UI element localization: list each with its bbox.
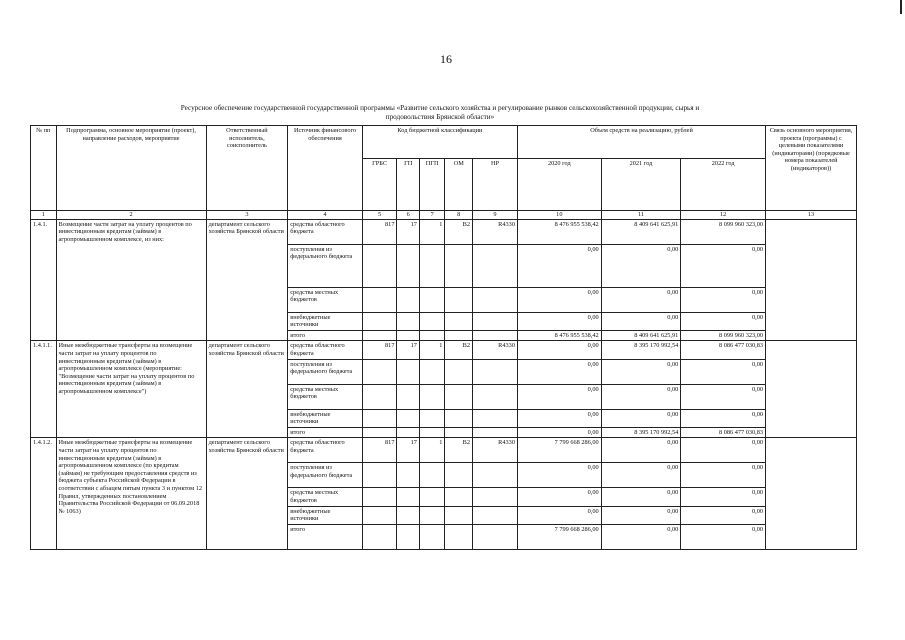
page-number: 16 [440, 52, 452, 66]
code-gp: 17 [397, 438, 419, 463]
value-2020: 0,00 [517, 341, 601, 359]
row-link [766, 438, 857, 549]
code-pgp: 1 [419, 219, 445, 244]
column-number: 7 [419, 211, 445, 220]
header-volume: Объем средств на реализацию, рублей [517, 126, 765, 159]
value-2021: 0,00 [601, 384, 681, 409]
code-nr: R4330 [473, 438, 518, 463]
column-number: 3 [206, 211, 288, 220]
value-2021: 0,00 [601, 359, 681, 384]
code-grbs: 817 [362, 438, 397, 463]
value-2022: 0,00 [681, 506, 766, 524]
header-om: ОМ [445, 159, 473, 211]
header-link: Связь основного мероприятия, проекта (программы) с целевыми показателями (индикаторами) (порядковые номера показателей (индикаторов)) [766, 126, 857, 211]
code-gp: 17 [397, 341, 419, 359]
value-2020: 0,00 [517, 384, 601, 409]
value-2021: 0,00 [601, 524, 681, 549]
column-number: 8 [445, 211, 473, 220]
code-om: В2 [445, 341, 473, 359]
header-2022: 2022 год [681, 159, 766, 211]
row-num: 1.4.1.1. [31, 341, 57, 438]
value-2022: 0,00 [681, 244, 766, 287]
value-2022: 0,00 [681, 438, 766, 463]
value-2021: 0,00 [601, 488, 681, 506]
header-grbs: ГРБС [362, 159, 397, 211]
column-number: 4 [288, 211, 363, 220]
value-2020: 8 476 955 538,42 [517, 219, 601, 244]
header-budget-code: Код бюджетной классификации [362, 126, 517, 159]
header-executor: Ответственный исполнитель, соисполнитель [206, 126, 288, 211]
value-2020: 0,00 [517, 506, 601, 524]
resource-table [30, 125, 857, 550]
header-2020: 2020 год [517, 159, 601, 211]
column-number: 6 [397, 211, 419, 220]
source-local: средства местных бюджетов [288, 384, 363, 409]
code-gp: 17 [397, 219, 419, 244]
value-2022: 0,00 [681, 463, 766, 488]
row-name: Возмещение части затрат на уплату процентов по инвестиционным кредитам (займам) в агропромышленном комплексе, из них: [56, 219, 206, 341]
value-2022: 0,00 [681, 312, 766, 330]
header-2021: 2021 год [601, 159, 681, 211]
value-2022: 0,00 [681, 359, 766, 384]
column-number: 1 [31, 211, 57, 220]
value-2020: 0,00 [517, 427, 601, 438]
value-2021: 8 409 641 625,91 [601, 330, 681, 341]
source-regional: средства областного бюджета [288, 438, 363, 463]
code-pgp: 1 [419, 438, 445, 463]
value-2022: 0,00 [681, 524, 766, 549]
value-2021: 0,00 [601, 312, 681, 330]
column-number: 10 [517, 211, 601, 220]
value-2020: 0,00 [517, 463, 601, 488]
value-2021: 0,00 [601, 409, 681, 427]
value-2021: 0,00 [601, 506, 681, 524]
row-link [766, 219, 857, 341]
value-2021: 0,00 [601, 463, 681, 488]
value-2022: 0,00 [681, 287, 766, 312]
value-2020: 7 799 668 286,00 [517, 438, 601, 463]
code-grbs: 817 [362, 219, 397, 244]
value-2022: 0,00 [681, 409, 766, 427]
source-local: средства местных бюджетов [288, 488, 363, 506]
page-edge-mark [900, 0, 902, 14]
header-row-top [31, 126, 857, 159]
source-total: итого [288, 524, 363, 549]
value-2021: 8 395 170 992,54 [601, 427, 681, 438]
value-2022: 8 099 960 323,00 [681, 330, 766, 341]
row-num: 1.4.1. [31, 219, 57, 341]
value-2020: 0,00 [517, 244, 601, 287]
code-om: В2 [445, 219, 473, 244]
value-2020: 0,00 [517, 409, 601, 427]
value-2021: 0,00 [601, 244, 681, 287]
column-number: 2 [56, 211, 206, 220]
code-pgp: 1 [419, 341, 445, 359]
header-subprogram: Подпрограмма, основное мероприятие (проект), направление расходов, мероприятие [56, 126, 206, 211]
value-2020: 7 799 668 286,00 [517, 524, 601, 549]
table-row [31, 219, 857, 244]
row-name: Иные межбюджетные трансферты на возмещение части затрат на уплату процентов по инвестиционным кредитам (займам) в агропромышленном комплексе (мероприятие: "Возмещение части затрат на уплату процентов по инвестиционным кредитам (займам) в агропромышленном комплексе") [56, 341, 206, 438]
source-local: средства местных бюджетов [288, 287, 363, 312]
code-nr: R4330 [473, 341, 518, 359]
value-2022: 0,00 [681, 488, 766, 506]
value-2021: 8 409 641 625,91 [601, 219, 681, 244]
column-number: 11 [601, 211, 681, 220]
value-2022: 8 086 477 030,83 [681, 341, 766, 359]
value-2020: 0,00 [517, 312, 601, 330]
value-2020: 0,00 [517, 287, 601, 312]
header-gp: ГП [397, 159, 419, 211]
source-federal: поступления из федерального бюджета [288, 244, 363, 287]
header-pgp: ПГП [419, 159, 445, 211]
column-number: 5 [362, 211, 397, 220]
header-nr: НР [473, 159, 518, 211]
source-federal: поступления из федерального бюджета [288, 463, 363, 488]
value-2020: 8 476 955 538,42 [517, 330, 601, 341]
header-source: Источник финансового обеспечения [288, 126, 363, 211]
row-link [766, 341, 857, 438]
value-2022: 0,00 [681, 384, 766, 409]
value-2021: 0,00 [601, 438, 681, 463]
source-extra: внебюджетные источники [288, 312, 363, 330]
value-2021: 0,00 [601, 287, 681, 312]
row-executor: департамент сельского хозяйства Брянской области [206, 219, 288, 341]
column-numbers-row [31, 211, 857, 220]
source-extra: внебюджетные источники [288, 506, 363, 524]
column-number: 12 [681, 211, 766, 220]
value-2022: 8 099 960 323,00 [681, 219, 766, 244]
column-number: 9 [473, 211, 518, 220]
source-total: итого [288, 330, 363, 341]
source-total: итого [288, 427, 363, 438]
value-2022: 8 086 477 030,83 [681, 427, 766, 438]
row-executor: департамент сельского хозяйства Брянской области [206, 341, 288, 438]
table-row [31, 341, 857, 359]
source-federal: поступления из федерального бюджета [288, 359, 363, 384]
code-nr: R4330 [473, 219, 518, 244]
header-num: № пп [31, 126, 57, 211]
value-2020: 0,00 [517, 359, 601, 384]
row-executor: департамент сельского хозяйства Брянской области [206, 438, 288, 549]
source-regional: средства областного бюджета [288, 341, 363, 359]
table-row [31, 438, 857, 463]
value-2021: 8 395 170 992,54 [601, 341, 681, 359]
column-number: 13 [766, 211, 857, 220]
code-grbs: 817 [362, 341, 397, 359]
document-title: Ресурсное обеспечение государственной государственной программы «Развитие сельского хозяйства и регулирование рынков сельскохозяйственной продукции, сырья и продовольствия Брянской области» [180, 104, 700, 121]
value-2020: 0,00 [517, 488, 601, 506]
source-regional: средства областного бюджета [288, 219, 363, 244]
source-extra: внебюджетные источники [288, 409, 363, 427]
row-num: 1.4.1.2. [31, 438, 57, 549]
code-om: В2 [445, 438, 473, 463]
row-name: Иные межбюджетные трансферты на возмещение части затрат на уплату процентов по инвестиционным кредитам (займам) в агропромышленном комплексе (по кредитам (займам) не требующим предоставления средств из бюджета субъекта Российской Федерации в соответствии с абзацем пятым пункта 3 и пунктом 12 Правил, утвержденных постановлением Правительства Российской Федерации от 06.09.2018 № 1063) [56, 438, 206, 549]
